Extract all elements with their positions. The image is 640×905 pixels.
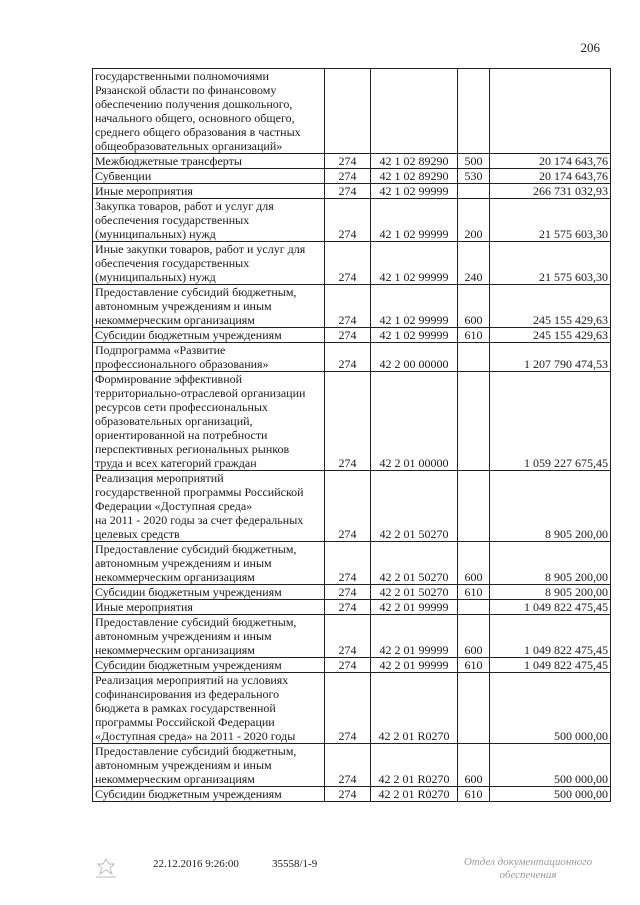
row-ved-code: 274 <box>325 184 371 199</box>
row-name: Реализация мероприятий государственной программы Российской Федерации «Доступная среда» на 2011 - 2020 годы за счет федеральных целевых средств <box>93 471 325 542</box>
table-row <box>93 199 611 242</box>
table-row <box>93 184 611 199</box>
row-name: Предоставление субсидий бюджетным, автономным учреждениям и иным некоммерческим организациям <box>93 542 325 585</box>
row-csr-code: 42 2 00 00000 <box>371 343 458 372</box>
row-csr-code <box>371 69 458 154</box>
row-amount: 1 049 822 475,45 <box>490 658 611 673</box>
row-amount: 20 174 643,76 <box>490 169 611 184</box>
budget-table-body <box>93 69 611 802</box>
row-name: Субвенции <box>93 169 325 184</box>
row-name: Иные закупки товаров, работ и услуг для обеспечения государственных (муниципальных) нужд <box>93 242 325 285</box>
table-row <box>93 673 611 744</box>
table-row <box>93 242 611 285</box>
row-amount: 21 575 603,30 <box>490 242 611 285</box>
table-row <box>93 169 611 184</box>
row-vr-code <box>458 372 490 471</box>
row-ved-code: 274 <box>325 242 371 285</box>
row-amount: 1 207 790 474,53 <box>490 343 611 372</box>
table-row <box>93 328 611 343</box>
row-name: Предоставление субсидий бюджетным, автономным учреждениям и иным некоммерческим организациям <box>93 744 325 787</box>
row-ved-code: 274 <box>325 744 371 787</box>
table-row <box>93 744 611 787</box>
row-ved-code: 274 <box>325 328 371 343</box>
table-row <box>93 615 611 658</box>
row-ved-code: 274 <box>325 471 371 542</box>
row-name: Формирование эффективной территориально-отраслевой организации ресурсов сети профессиональных образовательных организаций, ориентированной на потребности перспективных региональных рынков труда и всех категорий граждан <box>93 372 325 471</box>
row-name: Субсидии бюджетным учреждениям <box>93 658 325 673</box>
row-amount: 8 905 200,00 <box>490 542 611 585</box>
row-vr-code: 610 <box>458 787 490 802</box>
row-vr-code <box>458 184 490 199</box>
row-name: Реализация мероприятий на условиях софинансирования из федерального бюджета в рамках государственной программы Российской Федерации «Доступная среда» на 2011 - 2020 годы <box>93 673 325 744</box>
row-vr-code: 200 <box>458 199 490 242</box>
table-row <box>93 154 611 169</box>
row-ved-code: 274 <box>325 372 371 471</box>
row-vr-code: 600 <box>458 615 490 658</box>
footer-date: 22.12.2016 9:26:00 <box>153 858 239 870</box>
table-row <box>93 600 611 615</box>
row-name: Подпрограмма «Развитие профессионального образования» <box>93 343 325 372</box>
row-amount: 500 000,00 <box>490 744 611 787</box>
row-amount: 1 049 822 475,45 <box>490 600 611 615</box>
page-number: 206 <box>580 40 600 55</box>
row-ved-code: 274 <box>325 658 371 673</box>
row-csr-code: 42 1 02 99999 <box>371 184 458 199</box>
row-name: государственными полномочиями Рязанской области по финансовому обеспечению получения дошкольного, начального общего, основного общего, среднего общего образования в частных общеобразовательных организаций» <box>93 69 325 154</box>
row-amount: 1 059 227 675,45 <box>490 372 611 471</box>
row-amount: 500 000,00 <box>490 787 611 802</box>
row-csr-code: 42 1 02 99999 <box>371 199 458 242</box>
row-csr-code: 42 2 01 R0270 <box>371 744 458 787</box>
row-vr-code: 610 <box>458 328 490 343</box>
row-ved-code: 274 <box>325 787 371 802</box>
footer-doc-number: 35558/1-9 <box>272 858 318 870</box>
row-ved-code: 274 <box>325 169 371 184</box>
table-row <box>93 285 611 328</box>
row-name: Закупка товаров, работ и услуг для обеспечения государственных (муниципальных) нужд <box>93 199 325 242</box>
row-amount: 245 155 429,63 <box>490 328 611 343</box>
row-name: Субсидии бюджетным учреждениям <box>93 328 325 343</box>
row-vr-code: 600 <box>458 285 490 328</box>
row-amount: 21 575 603,30 <box>490 199 611 242</box>
row-csr-code: 42 2 01 99999 <box>371 658 458 673</box>
row-csr-code: 42 1 02 99999 <box>371 328 458 343</box>
row-name: Иные мероприятия <box>93 184 325 199</box>
row-csr-code: 42 1 02 99999 <box>371 242 458 285</box>
row-csr-code: 42 2 01 99999 <box>371 615 458 658</box>
row-csr-code: 42 1 02 89290 <box>371 154 458 169</box>
row-csr-code: 42 1 02 99999 <box>371 285 458 328</box>
table-row <box>93 69 611 154</box>
table-row <box>93 787 611 802</box>
row-csr-code: 42 2 01 50270 <box>371 585 458 600</box>
row-csr-code: 42 2 01 R0270 <box>371 787 458 802</box>
row-ved-code: 274 <box>325 542 371 585</box>
table-row <box>93 343 611 372</box>
row-csr-code: 42 2 01 50270 <box>371 542 458 585</box>
table-row <box>93 542 611 585</box>
row-vr-code: 500 <box>458 154 490 169</box>
row-amount: 266 731 032,93 <box>490 184 611 199</box>
row-vr-code: 600 <box>458 744 490 787</box>
row-amount <box>490 69 611 154</box>
row-ved-code: 274 <box>325 285 371 328</box>
budget-table <box>92 68 611 802</box>
row-ved-code: 274 <box>325 615 371 658</box>
row-ved-code: 274 <box>325 585 371 600</box>
row-ved-code: 274 <box>325 600 371 615</box>
row-ved-code: 274 <box>325 154 371 169</box>
row-vr-code: 240 <box>458 242 490 285</box>
row-amount: 1 049 822 475,45 <box>490 615 611 658</box>
row-ved-code: 274 <box>325 673 371 744</box>
row-csr-code: 42 2 01 99999 <box>371 600 458 615</box>
row-name: Субсидии бюджетным учреждениям <box>93 585 325 600</box>
row-vr-code: 530 <box>458 169 490 184</box>
table-row <box>93 471 611 542</box>
row-name: Предоставление субсидий бюджетным, автономным учреждениям и иным некоммерческим организациям <box>93 285 325 328</box>
row-csr-code: 42 2 01 00000 <box>371 372 458 471</box>
row-vr-code <box>458 69 490 154</box>
row-csr-code: 42 2 01 R0270 <box>371 673 458 744</box>
row-name: Иные мероприятия <box>93 600 325 615</box>
row-csr-code: 42 2 01 50270 <box>371 471 458 542</box>
row-name: Межбюджетные трансферты <box>93 154 325 169</box>
row-name: Субсидии бюджетным учреждениям <box>93 787 325 802</box>
row-vr-code: 610 <box>458 585 490 600</box>
table-row <box>93 585 611 600</box>
footer <box>0 858 640 898</box>
table-row <box>93 658 611 673</box>
row-amount: 245 155 429,63 <box>490 285 611 328</box>
row-vr-code: 600 <box>458 542 490 585</box>
table-row <box>93 372 611 471</box>
row-amount: 500 000,00 <box>490 673 611 744</box>
row-vr-code <box>458 343 490 372</box>
row-csr-code: 42 1 02 89290 <box>371 169 458 184</box>
row-vr-code <box>458 471 490 542</box>
row-ved-code: 274 <box>325 343 371 372</box>
row-ved-code <box>325 69 371 154</box>
row-vr-code <box>458 600 490 615</box>
row-amount: 8 905 200,00 <box>490 585 611 600</box>
row-name: Предоставление субсидий бюджетным, автономным учреждениям и иным некоммерческим организациям <box>93 615 325 658</box>
row-amount: 8 905 200,00 <box>490 471 611 542</box>
footer-department-stamp: Отдел документационного обеспечения <box>463 856 593 881</box>
row-amount: 20 174 643,76 <box>490 154 611 169</box>
row-ved-code: 274 <box>325 199 371 242</box>
stamp-logo-icon <box>92 856 120 880</box>
row-vr-code: 610 <box>458 658 490 673</box>
row-vr-code <box>458 673 490 744</box>
